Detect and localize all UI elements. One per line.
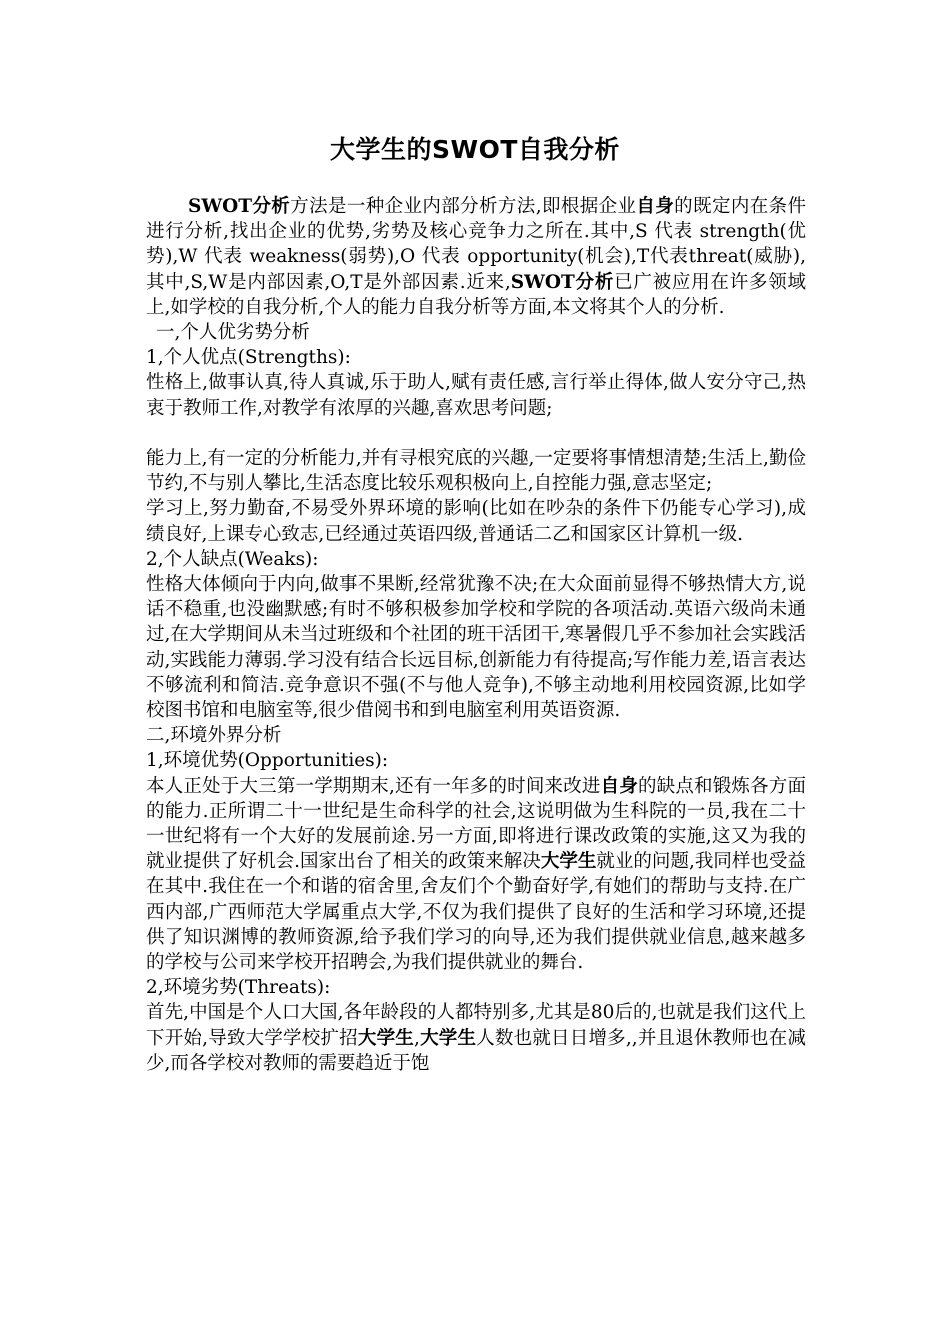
intro-text-2: 的既定内在条件进行分析,找出企业的优势,劣势及核心竞争力之所在.其中,S 代表 strength(优势),W 代表 weakness(弱势),O 代表 opportunity(机会),T代表threat(威胁),其中,S,W是内部因素,O,T是外部因素.近来, [146,196,806,293]
strengths-ability: 能力上,有一定的分析能力,并有寻根究底的兴趣,一定要将事情想清楚;生活上,勤俭节约,不与别人攀比,生活态度比较乐观积极向上,自控能力强,意志坚定; [146,448,806,495]
intro-paragraph [146,194,806,320]
keyword-zishen-2: 自身 [600,775,638,797]
intro-text-3: 已广被应用在许多领域上,如学校的自我分析,个人的能力自我分析等方面,本文将其个人的分析. [146,271,806,318]
threat-text-3: 人数也就日日增多,,并且退休教师也在减少,而各学校对教师的需要趋近于饱 [146,1027,806,1074]
threat-text-2: , [413,1027,420,1049]
keyword-swot-2: SWOT分析 [510,271,615,293]
subsection-heading-opportunities: 1,环境优势(Opportunities): [146,750,389,772]
keyword-daxuesheng-1: 大学生 [540,851,597,873]
opp-text-1: 本人正处于大三第一学期期末,还有一年多的时间来改进 [146,775,601,797]
keyword-swot-1: SWOT分析 [188,196,291,217]
subsection-heading-strengths: 1,个人优点(Strengths): [146,347,351,369]
intro-text-1: 方法是一种企业内部分析方法,即根据企业 [290,196,637,217]
strengths-character: 性格上,做事认真,待人真诚,乐于助人,赋有责任感,言行举止得体,做人安分守己,热衷于教师工作,对教学有浓厚的兴趣,喜欢思考问题; [146,372,806,419]
document-body [146,194,806,1076]
threats-paragraph [146,1000,806,1076]
subsection-heading-threats: 2,环境劣势(Threats): [146,977,331,999]
opportunities-paragraph [146,774,806,976]
page-title: 大学生的SWOT自我分析 [330,135,620,164]
section-heading-1: 一,个人优劣势分析 [156,322,310,344]
strengths-study: 学习上,努力勤奋,不易受外界环境的影响(比如在吵杂的条件下仍能专心学习),成绩良好,上课专心致志,已经通过英语四级,普通话二乙和国家区计算机一级. [146,498,806,545]
weaknesses-paragraph: 性格大体倾向于内向,做事不果断,经常犹豫不决;在大众面前显得不够热情大方,说话不稳重,也没幽默感;有时不够积极参加学校和学院的各项活动.英语六级尚未通过,在大学期间从未当过班级和个社团的班干活团干,寒暑假几乎不参加社会实践活动,实践能力薄弱.学习没有结合长远目标,创新能力有待提高;写作能力差,语言表达不够流利和简洁.竞争意识不强(不与他人竞争),不够主动地利用校园资源,比如学校图书馆和电脑室等,很少借阅书和到电脑室利用英语资源. [146,574,806,722]
keyword-zishen-1: 自身 [636,196,675,217]
opp-text-2: 的缺点和锻炼各方面的能力.正所谓二十一世纪是生命科学的社会,这说明做为生科院的一员,我在二十一世纪将有一个大好的发展前途.另一方面,即将进行课改政策的实施,这又为我的就业提供了好机会.国家出台了相关的政策来解决 [146,775,806,873]
threat-text-1: 首先,中国是个人口大国,各年龄段的人都特别多,尤其是80后的,也就是我们这代上下开始,导致大学学校扩招 [146,1002,806,1049]
opp-text-3: 就业的问题,我同样也受益在其中.我住在一个和谐的宿舍里,舍友们个个勤奋好学,有她们的帮助与支持.在广西内部,广西师范大学属重点大学,不仅为我们提供了良好的生活和学习环境,还提供了知识渊博的教师资源,给予我们学习的向导,还为我们提供就业信息,越来越多的学校与公司来学校开招聘会,为我们提供就业的舞台. [146,851,806,974]
blank-line [146,421,806,446]
section-heading-2: 二,环境外界分析 [146,725,282,747]
subsection-heading-weaknesses: 2,个人缺点(Weaks): [146,548,319,570]
keyword-daxuesheng-2: 大学生 [357,1027,414,1049]
keyword-daxuesheng-3: 大学生 [419,1027,477,1049]
